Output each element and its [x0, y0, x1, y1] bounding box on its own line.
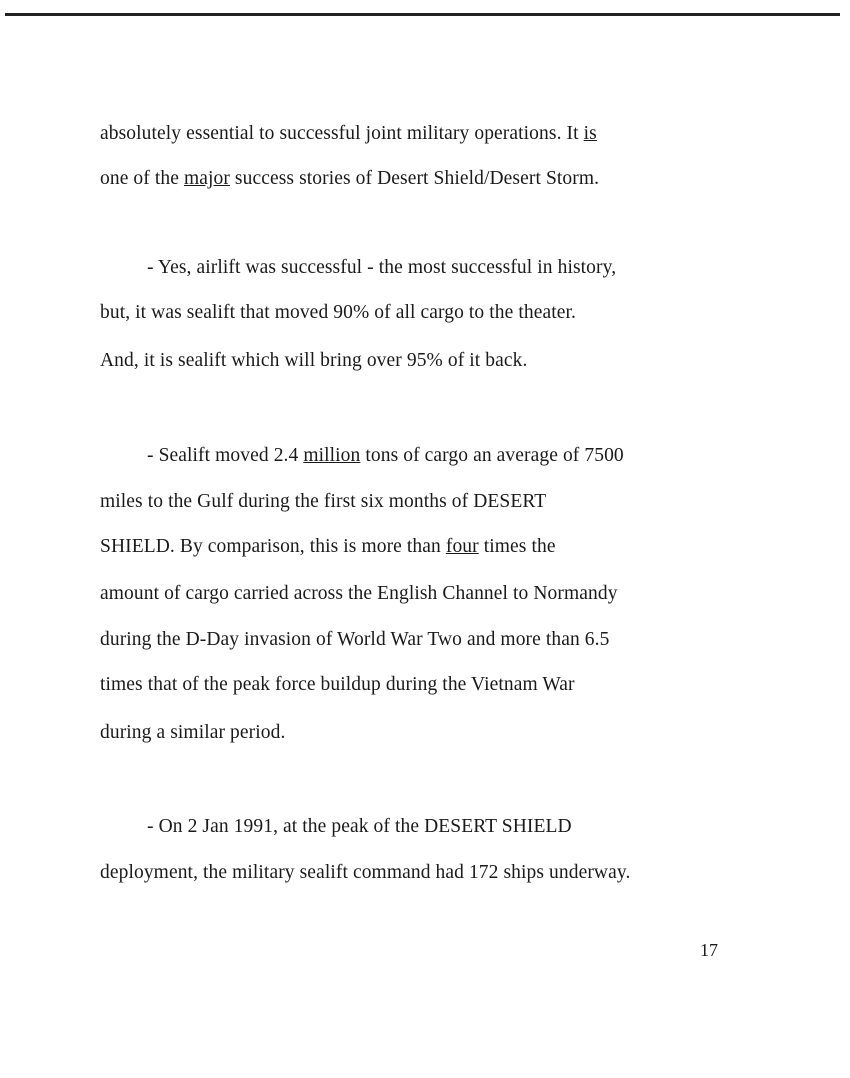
text-line: one of the major success stories of Desert Shield/Desert Storm.: [100, 168, 600, 189]
text-line: - Yes, airlift was successful - the most successful in history,: [147, 257, 617, 278]
underlined-word: four: [445, 536, 479, 557]
text-line: miles to the Gulf during the first six months of DESERT: [100, 491, 547, 512]
underlined-word: is: [583, 123, 597, 144]
text-line: during a similar period.: [100, 722, 286, 743]
page-number: 17: [700, 940, 718, 960]
text-line: - On 2 Jan 1991, at the peak of the DESERT SHIELD: [147, 816, 572, 837]
text-line: but, it was sealift that moved 90% of all cargo to the theater.: [100, 302, 576, 323]
underlined-word: million: [303, 445, 361, 466]
text-line: times that of the peak force buildup during the Vietnam War: [100, 674, 575, 695]
underlined-word: major: [183, 168, 230, 189]
text-line: deployment, the military sealift command had 172 ships underway.: [100, 862, 631, 883]
text-line: during the D-Day invasion of World War Two and more than 6.5: [100, 629, 610, 650]
text-line: amount of cargo carried across the English Channel to Normandy: [100, 583, 618, 604]
text-line: SHIELD. By comparison, this is more than four times the: [100, 536, 556, 557]
text-line: And, it is sealift which will bring over 95% of it back.: [100, 350, 528, 371]
top-rule: [5, 13, 840, 16]
text-line: - Sealift moved 2.4 million tons of cargo an average of 7500: [147, 445, 624, 466]
text-line: absolutely essential to successful joint military operations. It is: [100, 123, 597, 144]
